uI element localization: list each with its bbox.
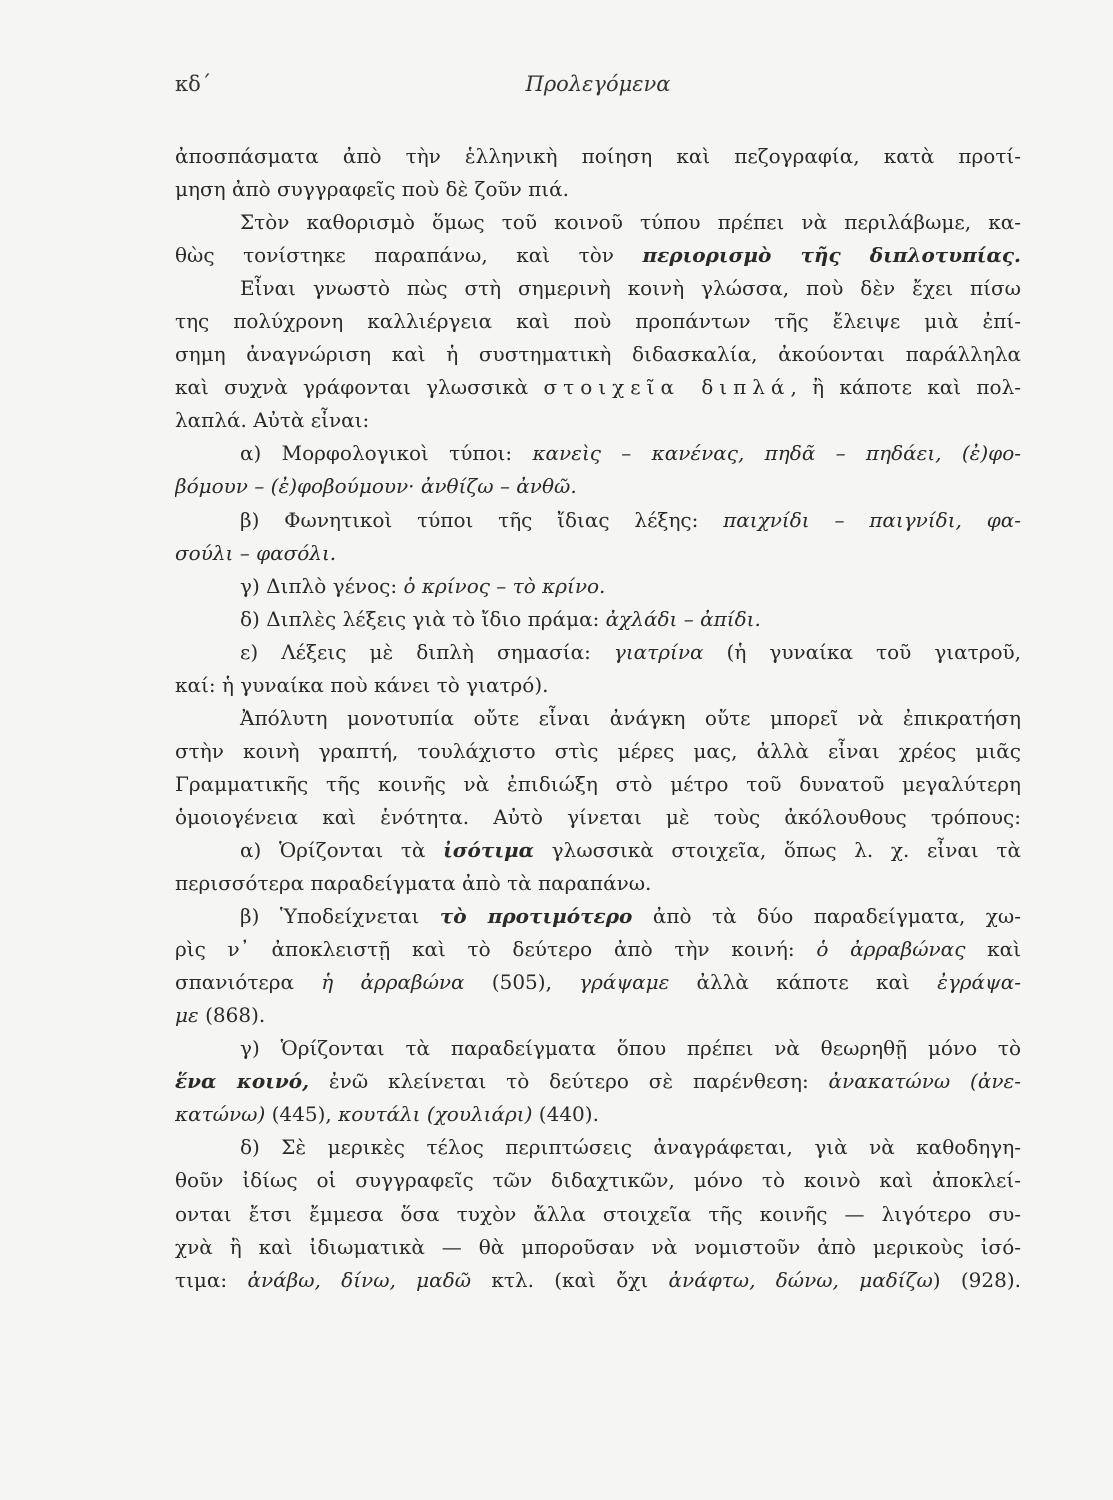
text-line: χνὰ ἢ καὶ ἰδιωματικὰ — θὰ μποροῦσαν νὰ νομιστοῦν ἀπὸ μερικοὺς ἰσό- — [175, 1234, 1021, 1259]
emphasis-term: ἕνα κοινό, — [175, 1069, 310, 1094]
text-line: μηση ἀπὸ συγγραφεῖς ποὺ δὲ ζοῦν πιά. — [175, 177, 570, 202]
text-line — [175, 1098, 1021, 1131]
text-run: (505), — [464, 970, 580, 995]
text-run: (440). — [532, 1102, 599, 1127]
example-text: γράψαμε — [579, 970, 670, 995]
example-text: ἐγράψα- — [937, 970, 1021, 995]
text-run: γλωσσικὰ στοιχεῖα, ὅπως λ. χ. εἶναι τὰ — [534, 837, 1021, 862]
page-number: κδ΄ — [175, 72, 212, 96]
example-text: ἡ ἀρραβώνα — [321, 970, 465, 995]
text-run: ρὶς ν᾿ ἀποκλειστῇ καὶ τὸ δεύτερο ἀπὸ τὴν κοινή: — [175, 937, 817, 962]
text-line: ὁμοιογένεια καὶ ἑνότητα. Αὐτὸ γίνεται μὲ τοὺς ἀκόλουθους τρόπους: — [175, 804, 1021, 829]
text-line: Στὸν καθορισμὸ ὅμως τοῦ κοινοῦ τύπου πρέπει νὰ περιλάβωμε, κα- — [240, 210, 1021, 235]
text-run: β) Ὑποδείχνεται — [240, 904, 440, 929]
text-run: ἀπὸ τὰ δύο παραδείγματα, χω- — [632, 904, 1021, 929]
example-text: ἀχλάδι – ἀπίδι. — [605, 606, 761, 631]
text-run: θὼς τονίστηκε παραπάνω, καὶ τὸν — [175, 243, 643, 268]
text-line — [175, 371, 1021, 404]
text-line: της πολύχρονη καλλιέργεια καὶ ποὺ προπάντων τῆς ἔλειψε μιὰ ἐπί- — [175, 309, 1021, 334]
body-text — [175, 140, 1021, 1297]
text-line: σημη ἀναγνώριση καὶ ἡ συστηματικὴ διδασκαλία, ἀκούονται παράλληλα — [175, 342, 1021, 367]
text-run: α) Ὁρίζονται τὰ — [240, 837, 444, 862]
text-run: ) (928). — [932, 1267, 1021, 1292]
list-item — [175, 570, 1021, 603]
example-text: βόμουν – (ἐ)φοβούμουν· ἀνθίζω – ἀνθῶ. — [175, 474, 577, 499]
list-item: δ) Σὲ μερικὲς τέλος περιπτώσεις ἀναγράφεται, γιὰ νὰ καθοδηγη- — [240, 1135, 1021, 1160]
text-run: τιμα: — [175, 1267, 248, 1292]
text-line: ονται ἔτσι ἔμμεσα ὅσα τυχὸν ἄλλα στοιχεῖα τῆς κοινῆς — λιγότερο συ- — [175, 1201, 1021, 1226]
text-run: ἐνῶ κλείνεται τὸ δεύτερο σὲ παρένθεση: — [309, 1069, 829, 1094]
spaced-term: στοιχεῖα διπλά — [543, 375, 791, 400]
list-item — [175, 603, 1021, 636]
example-text: με — [175, 1003, 199, 1028]
text-line: ἀποσπάσματα ἀπὸ τὴν ἑλληνικὴ ποίηση καὶ πεζογραφία, κατὰ προτί- — [175, 144, 1021, 168]
text-run: (ἡ γυναίκα τοῦ γιατροῦ, — [703, 639, 1021, 664]
text-run: , ἢ κάποτε καὶ πολ- — [790, 375, 1021, 400]
emphasis-term: τὸ προτιμότερο — [439, 904, 633, 929]
text-line: καί: ἡ γυναίκα ποὺ κάνει τὸ γιατρό). — [175, 672, 549, 697]
example-text: ἀνακατώνω (ἀνε- — [828, 1069, 1021, 1094]
running-title: Προλεγόμενα — [525, 72, 671, 96]
text-line — [175, 1065, 1021, 1098]
text-run: καὶ — [965, 937, 1021, 962]
text-run: γ) Διπλὸ γένος: — [240, 573, 404, 598]
emphasis-term: περιορισμὸ τῆς διπλοτυπίας. — [642, 243, 1021, 268]
example-text: ὁ κρίνος – τὸ κρίνο. — [403, 573, 606, 598]
text-run: (868). — [198, 1003, 266, 1028]
text-run: α) Μορφολογικοὶ τύποι: — [240, 441, 533, 466]
list-item — [175, 834, 1021, 867]
text-run: κτλ. (καὶ ὄχι — [471, 1267, 669, 1292]
text-line — [175, 966, 1021, 999]
text-line: στὴν κοινὴ γραπτή, τουλάχιστο στὶς μέρες μας, ἀλλὰ εἶναι χρέος μιᾶς — [175, 738, 1021, 763]
text-line: περισσότερα παραδείγματα ἀπὸ τὰ παραπάνω. — [175, 871, 652, 896]
example-text: σούλι – φασόλι. — [175, 540, 337, 565]
list-item — [175, 900, 1021, 933]
list-item — [175, 504, 1021, 537]
text-line — [175, 933, 1021, 966]
text-line: λαπλά. Αὐτὰ εἶναι: — [175, 408, 370, 433]
example-text: κουτάλι (χουλιάρι) — [338, 1102, 533, 1127]
emphasis-term: ἰσότιμα — [443, 837, 535, 862]
text-run: ε) Λέξεις μὲ διπλὴ σημασία: — [240, 639, 614, 664]
example-text: ὁ ἀρραβώνας — [816, 937, 966, 962]
text-line: Εἶναι γνωστὸ πὼς στὴ σημερινὴ κοινὴ γλώσσα, ποὺ δὲν ἔχει πίσω — [240, 276, 1021, 301]
text-line — [175, 1264, 1021, 1297]
text-run: δ) Διπλὲς λέξεις γιὰ τὸ ἴδιο πράμα: — [240, 606, 606, 631]
text-run: (445), — [265, 1102, 339, 1127]
example-text: παιχνίδι – παιγνίδι, φα- — [723, 507, 1021, 532]
text-line: Γραμματικῆς τῆς κοινῆς νὰ ἐπιδιώξη στὸ μέτρο τοῦ δυνατοῦ μεγαλύτερη — [175, 771, 1021, 796]
example-text: ἀνάφτω, δώνω, μαδίζω — [668, 1267, 933, 1292]
text-run: ἀλλὰ κάποτε καὶ — [669, 970, 938, 995]
list-item: γ) Ὁρίζονται τὰ παραδείγματα ὅπου πρέπει νὰ θεωρηθῇ μόνο τὸ — [240, 1036, 1021, 1061]
example-text: ἀνάβω, δίνω, μαδῶ — [247, 1267, 472, 1292]
text-run: σπανιότερα — [175, 970, 322, 995]
example-text: γιατρίνα — [613, 639, 704, 664]
example-text: κανεὶς – κανένας, πηδᾶ – πηδάει, (ἐ)φο- — [532, 441, 1021, 466]
page-header — [175, 72, 1021, 112]
list-item — [175, 636, 1021, 669]
text-line: θοῦν ἰδίως οἱ συγγραφεῖς τῶν διδαχτικῶν, μόνο τὸ κοινὸ καὶ ἀποκλεί- — [175, 1168, 1021, 1193]
text-line — [175, 999, 1021, 1032]
text-line: Ἀπόλυτη μονοτυπία οὔτε εἶναι ἀνάγκη οὔτε μπορεῖ νὰ ἐπικρατήση — [240, 705, 1021, 730]
example-text: κατώνω) — [175, 1102, 266, 1127]
text-run: καὶ συχνὰ γράφονται γλωσσικὰ — [175, 375, 544, 400]
text-line — [175, 239, 1021, 272]
text-run: β) Φωνητικοὶ τύποι τῆς ἴδιας λέξης: — [240, 507, 724, 532]
list-item — [175, 437, 1021, 470]
